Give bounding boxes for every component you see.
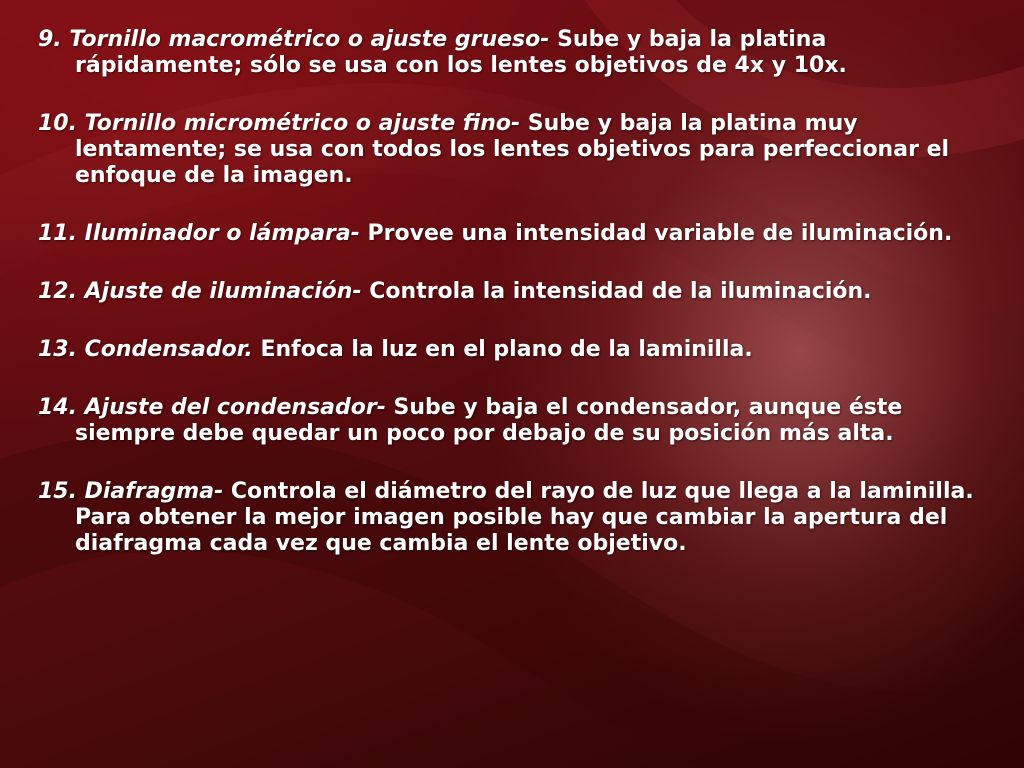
list-item-diafragma	[38, 479, 984, 557]
list-item-ajuste-condensador	[38, 395, 984, 447]
item-description: Provee una intensidad variable de iluminación.	[367, 221, 953, 246]
item-description: Sube y baja la platina rápidamente; sólo se usa con los lentes objetivos de 4x y 10x.	[75, 27, 847, 78]
list-item-iluminador	[38, 221, 984, 247]
item-description: Sube y baja la platina muy lentamente; se usa con todos los lentes objetivos para perfeccionar el enfoque de la imagen.	[75, 111, 950, 188]
list-item-tornillo-micrometrico	[38, 111, 984, 189]
item-description: Sube y baja el condensador, aunque éste siempre debe quedar un poco por debajo de su posición más alta.	[75, 395, 903, 446]
item-term: 12. Ajuste de iluminación-	[38, 279, 362, 304]
list-item-condensador	[38, 337, 984, 363]
item-term: 15. Diafragma-	[38, 479, 224, 504]
item-description: Controla el diámetro del rayo de luz que llega a la laminilla. Para obtener la mejor imagen posible hay que cambiar la apertura del diafragma cada vez que cambia el lente objetivo.	[75, 479, 974, 556]
item-description: Controla la intensidad de la iluminación.	[369, 279, 872, 304]
item-description: Enfoca la luz en el plano de la laminilla.	[260, 337, 753, 362]
list-item-ajuste-iluminacion	[38, 279, 984, 305]
item-term: 9. Tornillo macrométrico o ajuste grueso-	[38, 27, 550, 52]
list-item-tornillo-macrometrico	[38, 27, 984, 79]
item-term: 11. Iluminador o lámpara-	[38, 221, 360, 246]
item-term: 13. Condensador.	[38, 337, 253, 362]
item-term: 10. Tornillo micrométrico o ajuste fino-	[38, 111, 521, 136]
slide-content	[0, 27, 1024, 589]
item-term: 14. Ajuste del condensador-	[38, 395, 386, 420]
